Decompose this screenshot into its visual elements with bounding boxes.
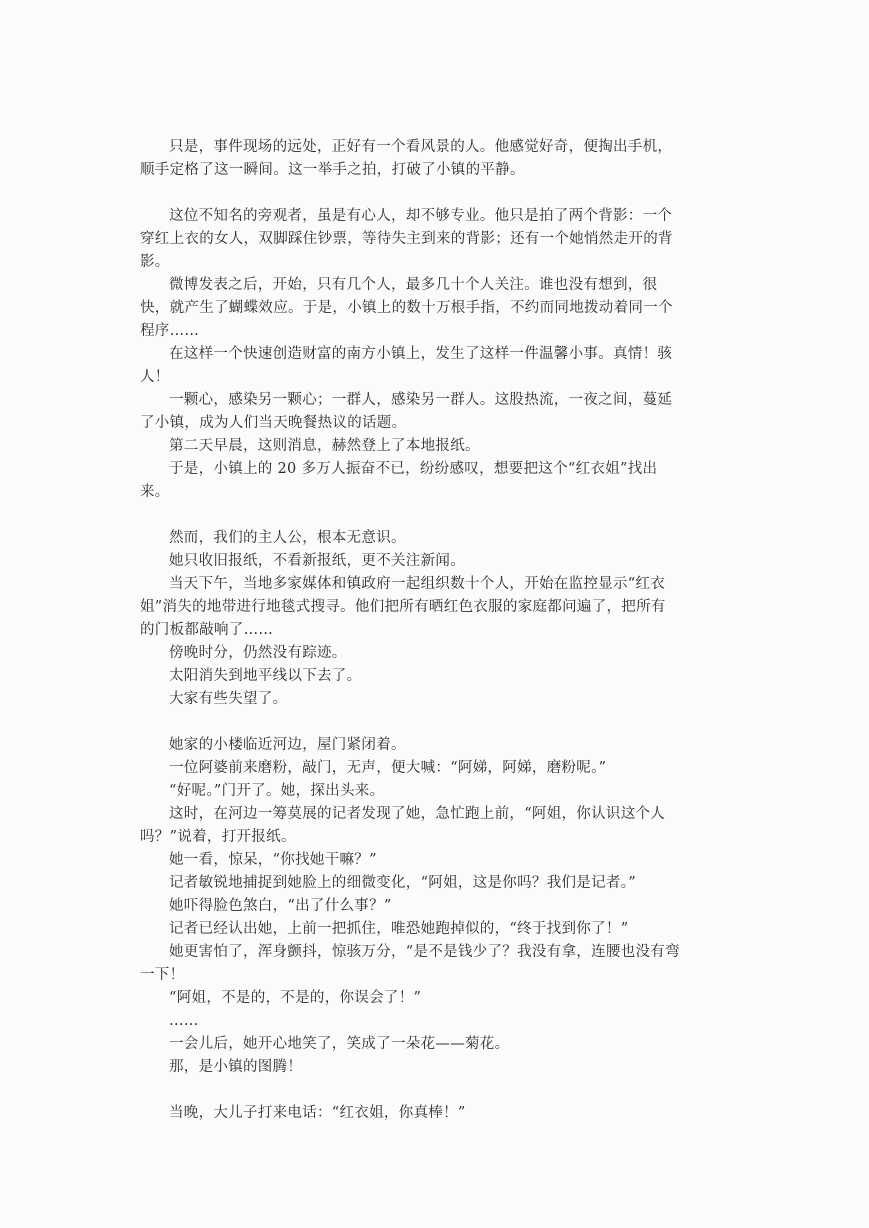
paragraph: 只是，事件现场的远处，正好有一个看风景的人。他感觉好奇，便掏出手机，顺手定格了这一瞬间。这一举手之拍，打破了小镇的平静。 xyxy=(140,139,673,178)
paragraph: 一会儿后，她开心地笑了，笑成了一朵花——菊花。 xyxy=(169,1036,510,1052)
paragraph: 大家有些失望了。 xyxy=(169,691,288,707)
paragraph: “好呢。”门开了。她，探出头来。 xyxy=(169,783,385,799)
paragraph: 那，是小镇的图腾！ xyxy=(169,1059,303,1075)
paragraph: 这时，在河边一筹莫展的记者发现了她，急忙跑上前，“阿姐，你认识这个人吗？”说着，打开报纸。 xyxy=(140,806,666,845)
paragraph: 当晚，大儿子打来电话：“红衣姐，你真棒！” xyxy=(169,1105,466,1121)
paragraph: 记者已经认出她，上前一把抓住，唯恐她跑掉似的，“终于找到你了！” xyxy=(169,921,629,937)
paragraph: 一位阿婆前来磨粉，敲门，无声，便大喊：“阿娣，阿娣，磨粉呢。” xyxy=(169,760,607,776)
paragraph: 在这样一个快速创造财富的南方小镇上，发生了这样一件温馨小事。真情！骇人！ xyxy=(140,346,673,385)
paragraph: 她一看，惊呆，“你找她干嘛？” xyxy=(169,852,377,868)
paragraph: 第二天早晨，这则消息，赫然登上了本地报纸。 xyxy=(169,438,480,454)
paragraph: “阿姐，不是的，不是的，你误会了！” xyxy=(169,990,422,1006)
section-gap xyxy=(140,182,680,205)
paragraph: 当天下午，当地多家媒体和镇政府一起组织数十个人，开始在监控显示“红衣姐”消失的地带进行地毯式搜寻。他们把所有晒红色衣服的家庭都问遍了，把所有的门板都敲响了…… xyxy=(140,576,666,638)
paragraph: 一颗心，感染另一颗心；一群人，感染另一群人。这股热流，一夜之间，蔓延了小镇，成为人们当天晚餐热议的话题。 xyxy=(140,392,673,431)
section-gap xyxy=(140,504,680,527)
paragraph: 她家的小楼临近河边，屋门紧闭着。 xyxy=(169,737,406,753)
section-gap xyxy=(140,1079,680,1102)
paragraph: …… xyxy=(169,1013,199,1029)
story-text xyxy=(140,136,680,1125)
paragraph: 太阳消失到地平线以下去了。 xyxy=(169,668,362,684)
section-gap xyxy=(140,711,680,734)
paragraph: 这位不知名的旁观者，虽是有心人，却不够专业。他只是拍了两个背影：一个穿红上衣的女人，双脚踩住钞票，等待失主到来的背影；还有一个她悄然走开的背影。 xyxy=(140,208,673,270)
paragraph: 记者敏锐地捕捉到她脸上的细微变化，“阿姐，这是你吗？我们是记者。” xyxy=(169,875,636,891)
paragraph: 她更害怕了，浑身颤抖，惊骇万分，“是不是钱少了？我没有拿，连腰也没有弯一下！ xyxy=(140,944,680,983)
paragraph: 她只收旧报纸，不看新报纸，更不关注新闻。 xyxy=(169,553,465,569)
paragraph: 于是，小镇上的 20 多万人振奋不已，纷纷感叹，想要把这个“红衣姐”找出来。 xyxy=(140,461,658,500)
paragraph: 然而，我们的主人公，根本无意识。 xyxy=(169,530,406,546)
paragraph: 她吓得脸色煞白，“出了什么事？” xyxy=(169,898,392,914)
paragraph: 微博发表之后，开始，只有几个人，最多几十个人关注。谁也没有想到，很快，就产生了蝴蝶效应。于是，小镇上的数十万根手指，不约而同地拨动着同一个程序…… xyxy=(140,277,673,339)
paragraph: 傍晚时分，仍然没有踪迹。 xyxy=(169,645,347,661)
